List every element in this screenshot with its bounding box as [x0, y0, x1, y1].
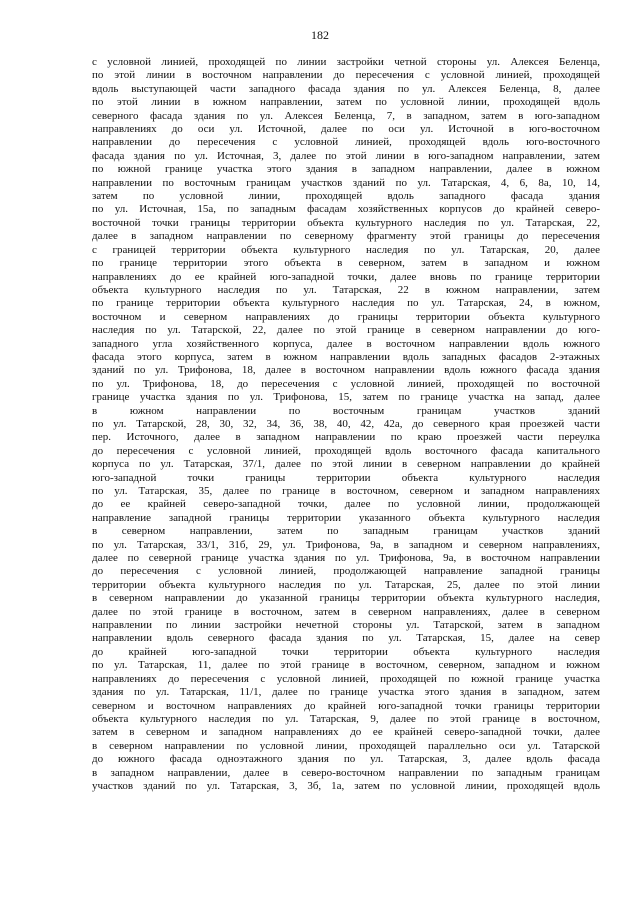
text-line: северного фасада здания по ул. Алексея Беленца, 7, в западном, затем в юго-западном [92, 109, 600, 122]
text-line: здания по ул. Татарская, 11/1, далее по границе участка этого здания в западном, затем [92, 686, 600, 699]
text-line: юго-западной точки границы территории объекта культурного наследия [92, 471, 600, 484]
text-line: по ул. Источная, 15а, по западным фасадам хозяйственных корпусов до крайней северо- [92, 203, 600, 216]
text-line: по границе территории этого объекта в северном, затем в западном и южном [92, 257, 600, 270]
text-line: затем по условной линии, проходящей вдоль западного фасада здания [92, 190, 600, 203]
text-line: корпуса по ул. Татарская, 37/1, далее по этой линии в северном направлении до крайней [92, 458, 600, 471]
text-line: по южной границе участка этого здания в западном направлении, далее в южном [92, 163, 600, 176]
text-line: направлении по линии застройки нечетной стороны ул. Татарской, затем в западном [92, 619, 600, 632]
text-line: по ул. Татарская, 33/1, 31б, 29, ул. Трифонова, 9а, в западном и северном направлениях, [92, 538, 600, 551]
text-line: до пересечения с условной линией, продолжающей направление западной границы [92, 565, 600, 578]
text-line: затем в северном и западном направлениях до ее крайней северо-западной точки, далее [92, 726, 600, 739]
text-line: далее по этой границе в восточном, затем в северном направлениях, далее в северном [92, 605, 600, 618]
text-line: направление западной границы территории указанного объекта культурного наследия [92, 511, 600, 524]
text-line: с условной линией, проходящей по линии застройки четной стороны ул. Алексея Беленца, [92, 56, 600, 68]
text-line: территории объекта культурного наследия по ул. Татарская, 25, далее по этой линии [92, 578, 600, 591]
text-line: пер. Источного, далее в западном направлении по краю проезжей части переулка [92, 431, 600, 444]
text-line: направлении вдоль северного фасада здания по ул. Татарская, 15, далее на север [92, 632, 600, 645]
text-line: направлениях до ее крайней юго-западной точки, далее вновь по границе территории [92, 270, 600, 283]
text-line: зданий по ул. Трифонова, 18, далее в восточном направлении вдоль южного фасада здания [92, 364, 600, 377]
text-line: объекта культурного наследия по ул. Татарская, 22 в южном направлении, затем [92, 283, 600, 296]
body-paragraph [92, 56, 600, 793]
text-line: по границе территории объекта культурного наследия по ул. Татарская, 24, в южном, [92, 297, 600, 310]
text-line: направлении до пересечения с условной линией, проходящей вдоль юго-восточного [92, 136, 600, 149]
text-line: далее в западном направлении по северному фрагменту этой границы до пересечения [92, 230, 600, 243]
text-line: вдоль выступающей части западного фасада здания по ул. Алексея Беленца, 8, далее [92, 82, 600, 95]
text-line: до крайней юго-западной точки территории объекта культурного наследия [92, 645, 600, 658]
text-line: направлениях до оси ул. Источной, далее по оси ул. Источной в юго-восточном [92, 123, 600, 136]
text-line: в северном направлении до указанной границы территории объекта культурного наследия, [92, 592, 600, 605]
text-line: направлении по восточным границам участков зданий по ул. Татарская, 4, 6, 8а, 10, 14, [92, 176, 600, 189]
text-line: западного угла хозяйственного корпуса, далее в восточном направлении вдоль южного [92, 337, 600, 350]
text-line: северном и восточном направлениях до крайней юго-западной точки границы территории [92, 699, 600, 712]
text-line: в западном направлении, далее в северо-восточном направлении по западным границам [92, 766, 600, 779]
text-line: в северном направлении по условной линии, проходящей параллельно оси ул. Татарской [92, 739, 600, 752]
page-number: 182 [311, 28, 329, 42]
text-line: фасада этого корпуса, затем в южном направлении вдоль западных фасадов 2-этажных [92, 350, 600, 363]
text-line: по ул. Татарской, 28, 30, 32, 34, 36, 38, 40, 42, 42а, до северного края проезжей части [92, 417, 600, 430]
text-line: восточном и северном направлениях до границы территории объекта культурного [92, 310, 600, 323]
text-line: по ул. Татарская, 11, далее по этой границе в восточном, северном, западном и южном [92, 659, 600, 672]
text-line: до пересечения с условной линией, проходящей вдоль восточного фасада капитального [92, 444, 600, 457]
text-line: далее по северной границе участка здания по ул. Трифонова, 9а, в восточном направлении [92, 552, 600, 565]
text-line: с границей территории объекта культурного наследия по ул. Татарская, 20, далее [92, 243, 600, 256]
text-line: по этой линии в южном направлении, затем по условной линии, проходящей вдоль [92, 96, 600, 109]
text-line: фасада здания по ул. Источная, 3, далее по этой линии в юго-западном направлении, затем [92, 149, 600, 162]
text-line: до южного фасада одноэтажного здания по ул. Татарская, 3, далее вдоль фасада [92, 753, 600, 766]
text-line: восточной точки границы территории объекта культурного наследия по ул. Татарская, 22, [92, 216, 600, 229]
text-line: наследия по ул. Татарской, 22, далее по этой границе в северном направлении до юго- [92, 324, 600, 337]
text-line: по ул. Татарская, 35, далее по границе в восточном, северном и западном направлениях [92, 485, 600, 497]
text-line: в южном направлении по восточным границам участков зданий [92, 404, 600, 417]
text-line: по ул. Трифонова, 18, до пересечения с условной линией, проходящей по восточной [92, 377, 600, 390]
text-line: до ее крайней северо-западной точки, далее по условной линии, продолжающей [92, 498, 600, 511]
text-line: направлениях до пересечения с условной линией, проходящей по южной границе участка [92, 672, 600, 685]
text-line: объекта культурного наследия по ул. Татарская, 9, далее по этой границе в восточном, [92, 712, 600, 725]
text-line: в северном направлении, затем по западным границам участков зданий [92, 525, 600, 538]
text-line: по этой линии в восточном направлении до пересечения с условной линией, проходящей [92, 69, 600, 82]
text-line: границе участка здания по ул. Трифонова, 15, затем по границе участка на запад, далее [92, 391, 600, 404]
text-line: участков зданий по ул. Татарская, 3, 3б, 1а, затем по условной линии, проходящей вдоль [92, 779, 600, 792]
